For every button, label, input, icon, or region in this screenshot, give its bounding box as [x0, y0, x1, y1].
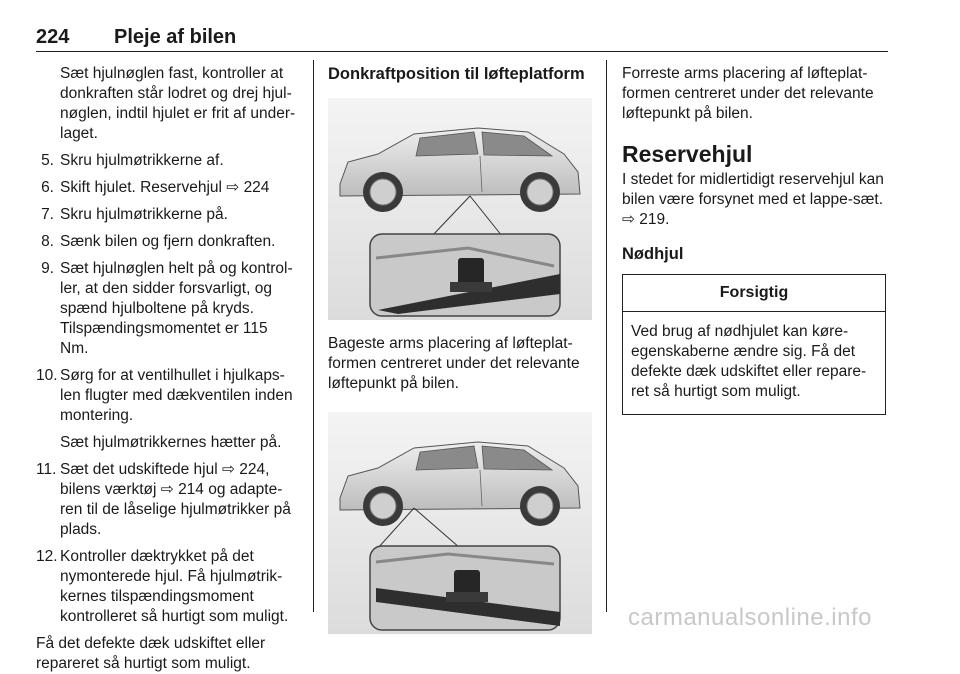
caution-title: Forsigtig — [623, 275, 885, 312]
watermark: carmanualsonline.info — [628, 604, 872, 631]
emergency-wheel-heading: Nødhjul — [622, 245, 684, 263]
caution-text: Ved brug af nødhjulet kan køre-egenskaberne ændre sig. Få det defekte dæk udskiftet eller repare-ret så hurtigt som muligt. — [631, 323, 867, 400]
section-title: Pleje af bilen — [114, 26, 237, 48]
intro-paragraph: Sæt hjulnøglen fast, kontroller at donkraften står lodret og drej hjul-nøglen, indtil hjulet er frit af under-laget. — [60, 65, 296, 142]
rear-lift-illustration — [328, 412, 592, 634]
spare-wheel-heading: Reservehjul — [622, 141, 753, 167]
caution-box — [622, 274, 886, 415]
front-lift-illustration — [328, 98, 592, 320]
list-item: 10. Sørg for at ventilhullet i hjulkaps-len flugter med dækventilen inden montering. Sæt hjulmøtrikkernes hætter på. — [36, 367, 293, 451]
page-header — [36, 26, 888, 52]
column-left — [36, 64, 300, 674]
column-right — [622, 64, 886, 415]
list-item: 9. Sæt hjulnøglen helt på og kontrol-ler, at den sidder forsvarligt, og spænd hjulboltene på kryds. Tilspændingsmomentet er 115 Nm. — [41, 260, 293, 357]
front-lift-caption: Forreste arms placering af løfteplat-formen centreret under det relevante løftepunkt på bilen. — [622, 65, 874, 122]
list-item: 6. Skift hjulet. Reservehjul ⇨ 224 — [41, 179, 270, 196]
list-item: 7. Skru hjulmøtrikkerne på. — [41, 206, 228, 223]
lift-heading: Donkraftposition til løfteplatform — [328, 65, 585, 83]
page-number: 224 — [36, 26, 70, 48]
list-item: 11. Sæt det udskiftede hjul ⇨ 224, bilens værktøj ⇨ 214 og adapte-ren til de låselige hjulmøtrikker på plads. — [36, 461, 291, 538]
column-divider — [313, 60, 314, 612]
spare-wheel-text: I stedet for midlertidigt reservehjul kan bilen være forsynet med et lappe-sæt. ⇨ 219. — [622, 171, 884, 228]
rear-lift-caption: Bageste arms placering af løfteplat-formen centreret under det relevante løftepunkt på bilen. — [328, 335, 580, 392]
list-item: 12. Kontroller dæktrykket på det nymonterede hjul. Få hjulmøtrik-kernes tilspændingsmoment kontrolleret så hurtigt som muligt. — [36, 548, 289, 625]
column-middle — [328, 64, 592, 634]
column-divider — [606, 60, 607, 612]
list-item: 8. Sænk bilen og fjern donkraften. — [41, 233, 276, 250]
outro-paragraph: Få det defekte dæk udskiftet eller repareret så hurtigt som muligt. — [36, 635, 266, 672]
list-item: 5. Skru hjulmøtrikkerne af. — [41, 152, 224, 169]
